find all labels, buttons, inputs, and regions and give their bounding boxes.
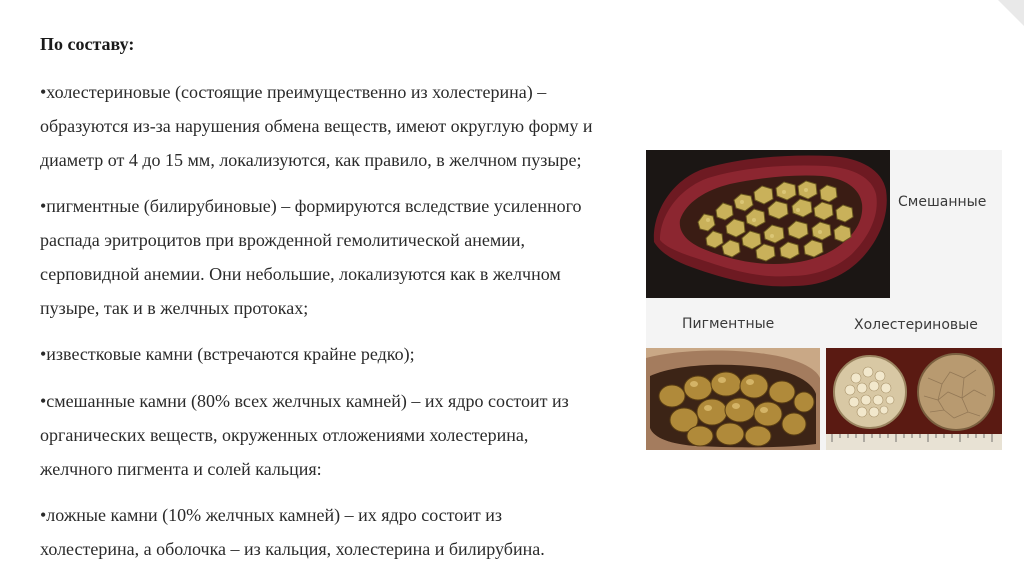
text-line: желчного пигмента и солей кальция: [40, 459, 322, 479]
text-line: органических веществ, окруженных отложениями холестерина, [40, 425, 529, 445]
text-line: •известковые камни (встречаются крайне редко); [40, 344, 415, 364]
text-line: •пигментные (билирубиновые) – формируются вследствие усиленного [40, 196, 582, 216]
cholesterol-stones-photo [826, 348, 1002, 450]
paragraph-pigment-stones [40, 189, 640, 325]
text-line: диаметр от 4 до 15 мм, локализуются, как правило, в желчном пузыре; [40, 150, 582, 170]
paragraph-false-stones [40, 498, 640, 566]
text-line: пузыре, так и в желчных протоках; [40, 298, 309, 318]
text-line: •смешанные камни (80% всех желчных камней) – их ядро состоит из [40, 391, 569, 411]
text-line: •ложные камни (10% желчных камней) – их ядро состоит из [40, 505, 503, 525]
label-pigment-stones: Пигментные [682, 316, 775, 332]
pigment-stones-photo [646, 348, 820, 450]
paragraph-mixed-stones [40, 384, 640, 486]
text-line: серповидной анемии. Они небольшие, локализуются как в желчном [40, 264, 561, 284]
label-cholesterol-stones: Холестериновые [854, 317, 978, 333]
label-mixed-stones: Смешанные [898, 194, 987, 210]
text-line: распада эритроцитов при врожденной гемолитической анемии, [40, 230, 525, 250]
paragraph-calcium-stones [40, 337, 640, 371]
gallstone-types-figure [646, 150, 1002, 450]
mixed-stones-photo [646, 150, 890, 298]
text-line: холестерина, а оболочка – из кальция, холестерина и билирубина. [40, 539, 545, 559]
text-line: образуются из-за нарушения обмена веществ, имеют округлую форму и [40, 116, 593, 136]
text-line: •холестериновые (состоящие преимущественно из холестерина) – [40, 82, 547, 102]
slide-heading: По составу: [40, 34, 135, 54]
page-corner-fold [998, 0, 1024, 26]
paragraph-cholesterol-stones [40, 75, 640, 177]
